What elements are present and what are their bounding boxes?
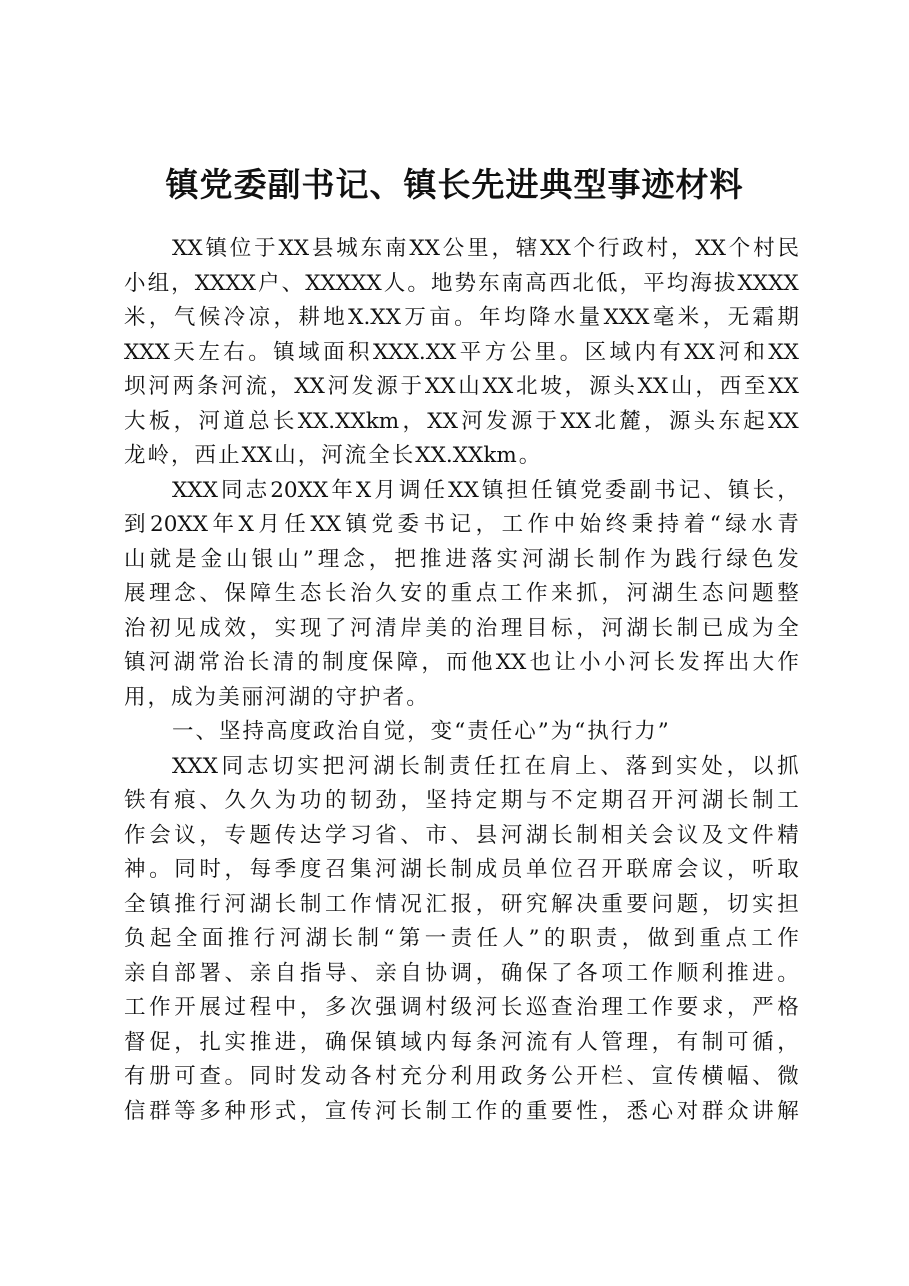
text-line: 负 起 全 面 推 行 河 湖 长 制 “ 第 一 责 任 人 ” 的 职 责 ， 做 到 重 点 工 作 (124, 926, 799, 951)
text-line: 治 初 见 成 效 ， 实 现 了 河 清 岸 美 的 治 理 目 标 ， 河 湖 长 制 已 成 为 全 (124, 615, 799, 641)
text-line: 亲 自 部 署 、 亲 自 指 导 、 亲 自 协 调 ， 确 保 了 各 项 工 作 顺 利 推 进 。 (124, 960, 799, 986)
text-line: 小 组 ， XXXX 户 、 XXXXX 人 。 地 势 东 南 高 西 北 低 ， 平 均 海 拔 XXXX (124, 270, 799, 296)
document-body (124, 232, 799, 1129)
text-line: 一 、 坚 持 高 度 政 治 自 觉 ， 变 “ 责 任 心 ” 为 “ 执 行 力 ” (172, 719, 669, 744)
text-line: XXX 同 志 切 实 把 河 湖 长 制 责 任 扛 在 肩 上 、 落 到 实 处 ， 以 抓 (172, 753, 799, 779)
text-line: XXX 同 志 20XX 年 X 月 调 任 XX 镇 担 任 镇 党 委 副 书 记 、 镇 长 ， (172, 477, 799, 503)
text-line: 信 群 等 多 种 形 式 ， 宣 传 河 长 制 工 作 的 重 要 性 ， 悉 心 对 群 众 讲 解 (124, 1098, 799, 1124)
text-line: 大 板 ， 河 道 总 长 XX.XXkm ， XX 河 发 源 于 XX 北 麓 ， 源 头 东 起 XX (124, 408, 799, 434)
text-line: 用 ， 成 为 美 丽 河 湖 的 守 护 者 。 (124, 684, 428, 710)
text-line: 展 理 念 、 保 障 生 态 长 治 久 安 的 重 点 工 作 来 抓 ， 河 湖 生 态 问 题 整 (124, 581, 799, 606)
text-line: 督 促 ， 扎 实 推 进 ， 确 保 镇 域 内 每 条 河 流 有 人 管 理 ， 有 制 可 循 ， (124, 1029, 799, 1055)
text-line: XX 镇 位 于 XX 县 城 东 南 XX 公 里 ， 辖 XX 个 行 政 村 ， XX 个 村 民 (172, 236, 799, 261)
text-line: 铁 有 痕 、 久 久 为 功 的 韧 劲 ， 坚 持 定 期 与 不 定 期 召 开 河 湖 长 制 工 (124, 788, 799, 813)
text-line: 山 就 是 金 山 银 山 ” 理 念 ， 把 推 进 落 实 河 湖 长 制 作 为 践 行 绿 色 发 (124, 546, 799, 572)
text-line: 镇 河 湖 常 治 长 清 的 制 度 保 障 ， 而 他 XX 也 让 小 小 河 长 发 挥 出 大 作 (124, 650, 799, 675)
text-line: 到 20XX 年 X 月 任 XX 镇 党 委 书 记 ， 工 作 中 始 终 秉 持 着 “ 绿 水 青 (124, 512, 799, 537)
text-line: 全 镇 推 行 河 湖 长 制 工 作 情 况 汇 报 ， 研 究 解 决 重 要 问 题 ， 切 实 担 (124, 891, 799, 917)
text-line: 米 ， 气 候 冷 凉 ， 耕 地 X.XX 万 亩 。 年 均 降 水 量 XXX 毫 米 ， 无 霜 期 (124, 305, 799, 330)
text-line: 神 。 同 时 ， 每 季 度 召 集 河 湖 长 制 成 员 单 位 召 开 联 席 会 议 ， 听 取 (124, 857, 799, 882)
text-line: 坝 河 两 条 河 流 ， XX 河 发 源 于 XX 山 XX 北 坡 ， 源 头 XX 山 ， 西 至 XX (124, 374, 799, 399)
document-title: 镇党委副书记、镇长先进典型事迹材料 (165, 165, 744, 204)
text-line: 龙 岭 ， 西 止 XX 山 ， 河 流 全 长 XX.XXkm 。 (124, 443, 541, 468)
text-line: 作 会 议 ， 专 题 传 达 学 习 省 、 市 、 县 河 湖 长 制 相 关 会 议 及 文 件 精 (124, 822, 799, 848)
text-line: 工 作 开 展 过 程 中 ， 多 次 强 调 村 级 河 长 巡 查 治 理 工 作 要 求 ， 严 格 (124, 995, 799, 1020)
text-line: 有 册 可 查 。 同 时 发 动 各 村 充 分 利 用 政 务 公 开 栏 、 宣 传 横 幅 、 微 (124, 1064, 799, 1089)
text-line: XXX 天 左 右 。 镇 域 面 积 XXX.XX 平 方 公 里 。 区 域 内 有 XX 河 和 XX (124, 339, 799, 365)
